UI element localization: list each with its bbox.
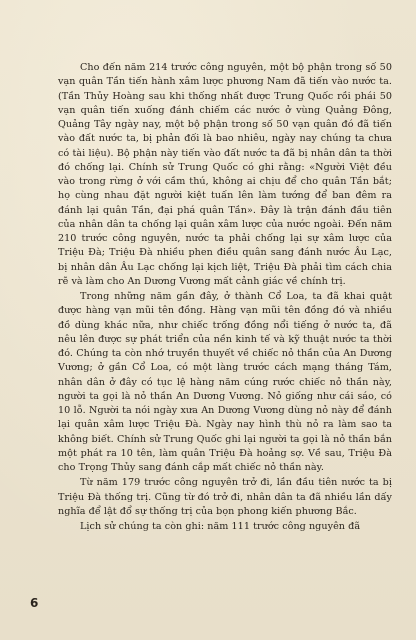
body-text <box>58 61 392 534</box>
paragraph-1: Cho đến năm 214 trước công nguyên, một bộ phận trong số 50 vạn quân Tần tiến hành xâm lược phương Nam đã tiến vào nước ta. (Tần Thủy Hoàng sau khi thống nhất được Trung Quốc rồi phái 50 vạn quân tiến xuống đánh chiếm các nước ở vùng Quảng Đông, Quảng Tây ngày nay, một bộ phận trong số 50 vạn quân đó đã tiến vào đất nước ta, bị phản đối là bao nhiêu, ngày nay chúng ta chưa có tài liệu). Bộ phận này tiến vào đất nước ta đã bị nhân dân ta thời đó chống lại. Chính sử Trung Quốc có ghi rằng: «Người Việt đều vào trong rừng ở với cầm thú, không ai chịu để cho quân Tần bắt; họ cùng nhau đặt người kiệt tuấn lên làm tướng để ban đêm ra đánh lại quân Tần, đại phá quân Tần». Đây là trận đánh đầu tiên của nhân dân ta chống lại quân xâm lược của nước ngoài. Đến năm 210 trước công nguyên, nước ta phải chống lại sự xâm lược của Triệu Đà; Triệu Đà nhiều phen điều quân sang đánh nước Âu Lạc, bị nhân dân Âu Lạc chống lại kịch liệt, Triệu Đà phải tìm cách chia rẽ và làm cho An Dương Vương mất cảnh giác về chính trị. <box>58 62 392 287</box>
page-number: 6 <box>30 596 39 610</box>
paragraph-4: Lịch sử chúng ta còn ghi: năm 111 trước công nguyên đã <box>80 521 361 532</box>
paragraph-3: Từ năm 179 trước công nguyên trở đi, lần đầu tiên nước ta bị Triệu Đà thống trị. Cũng từ đó trở đi, nhân dân ta đã nhiều lần dấy nghĩa để lật đổ sự thống trị của bọn phong kiến phương Bắc. <box>58 477 392 517</box>
paragraph-2: Trong những năm gần đây, ở thành Cổ Loa, ta đã khai quật được hàng vạn mũi tên đồng. Hàng vạn mũi tên đồng đó và nhiều đồ dùng khác nữa, như chiếc trống đồng nổi tiếng ở nước ta, đã nêu lên được sự phát triển của nền kinh tế và kỹ thuật nước ta thời đó. Chúng ta còn nhớ truyền thuyết về chiếc nỏ thần của An Dương Vương; ở gần Cổ Loa, có một làng trước cách mạng tháng Tám, nhân dân ở đây có tục lệ hàng năm cúng rước chiếc nỏ thần này, người ta gọi là nỏ thần An Dương Vương. Nỏ giống như cái sáo, có 10 lỗ. Người ta nói ngày xưa An Dương Vương dùng nỏ này để đánh lại quân xâm lược Triệu Đà. Ngày nay hình thù nỏ ra làm sao ta không biết. Chính sử Trung Quốc ghi lại người ta gọi là nỏ thần bắn một phát ra 10 tên, làm quân Triệu Đà hoảng sợ. Về sau, Triệu Đà cho Trọng Thủy sang đánh cắp mất chiếc nỏ thần này. <box>58 291 392 473</box>
